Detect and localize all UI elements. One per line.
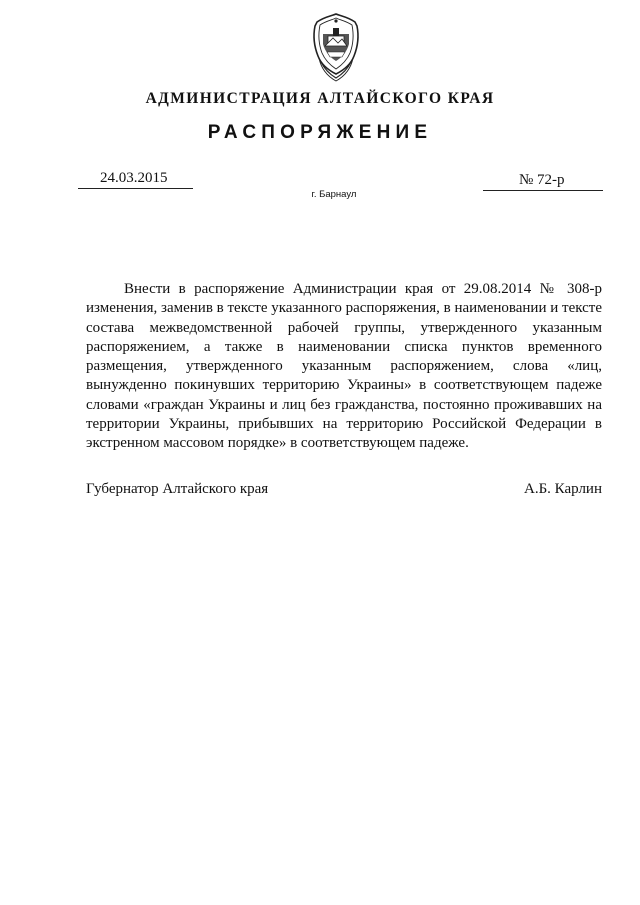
signatory-position: Губернатор Алтайского края <box>86 481 269 497</box>
signatory-name: А.Б. Карлин <box>523 481 602 497</box>
body-paragraph: Внести в распоряжение Администрации края от 29.08.2014 № 308-р изменения, заменив в тексте указанного распоряжения, в наименовании и тексте состава межведомственной рабочей группы, утвержденного указанным распоряжением, а также в наименовании списка пунктов временного размещения, утвержденного указанным распоряжением, слова «лиц, вынужденно покинувших территорию Украины» в соответствующем падеже словами «граждан Украины и лиц без гражданства, постоянно проживавших на территории Украины, прибывших на территорию Российской Федерации в экстренном массовом порядке» в соответствующем падеже. <box>86 281 603 452</box>
organization-title: АДМИНИСТРАЦИЯ АЛТАЙСКОГО КРАЯ <box>145 90 495 107</box>
document-number: № 72-р <box>519 172 565 188</box>
document-date: 24.03.2015 <box>100 170 168 186</box>
date-field <box>78 170 193 189</box>
coat-of-arms-icon <box>311 12 361 84</box>
document-type-heading: РАСПОРЯЖЕНИЕ <box>207 122 433 143</box>
city-label: г. Барнаул <box>311 189 357 200</box>
signature-block <box>86 481 602 501</box>
